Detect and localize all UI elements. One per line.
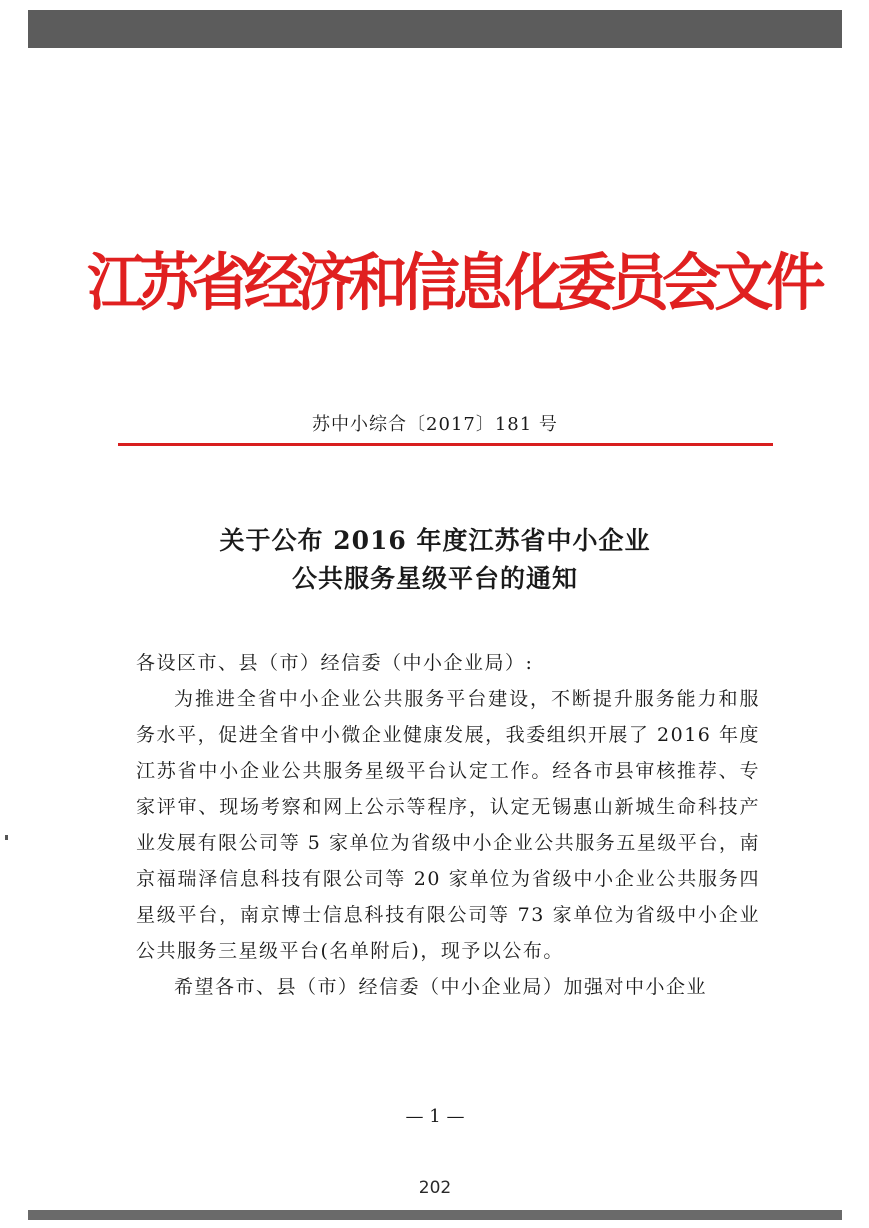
notice-body	[136, 645, 760, 1005]
notice-title-line-2: 公共服务星级平台的通知	[291, 564, 578, 593]
notice-title	[28, 522, 842, 598]
scan-page-number: 202	[418, 1178, 452, 1198]
document-number: 苏中小综合〔2017〕181 号	[312, 414, 558, 435]
notice-title-line-1: 关于公布 2016 年度江苏省中小企业	[219, 526, 651, 555]
body-paragraph-2: 希望各市、县（市）经信委（中小企业局）加强对中小企业	[174, 976, 708, 998]
salutation: 各设区市、县（市）经信委（中小企业局）:	[136, 652, 534, 674]
document-masthead: 江苏省经济和信息化委员会文件	[87, 245, 819, 319]
document-page	[28, 48, 842, 1210]
page-number-marker: — 1 —	[405, 1106, 465, 1127]
body-paragraph-1: 为推进全省中小企业公共服务平台建设，不断提升服务能力和服务水平，促进全省中小微企业健康发展，我委组织开展了 2016 年度江苏省中小企业公共服务星级平台认定工作。经各市县审核推荐、专家评审、现场考察和网上公示等程序，认定无锡惠山新城生命科技产业发展有限公司等 5 家单位为省级中小企业公共服务五星级平台，南京福瑞泽信息科技有限公司等 20 家单位为省级中小企业公共服务四星级平台，南京博士信息科技有限公司等 73 家单位为省级中小企业公共服务三星级平台(名单附后)，现予以公布。	[136, 688, 760, 962]
scan-border-top	[28, 10, 842, 48]
red-divider-line	[118, 443, 773, 446]
scan-border-bottom	[28, 1210, 842, 1220]
scan-speck	[5, 835, 8, 840]
